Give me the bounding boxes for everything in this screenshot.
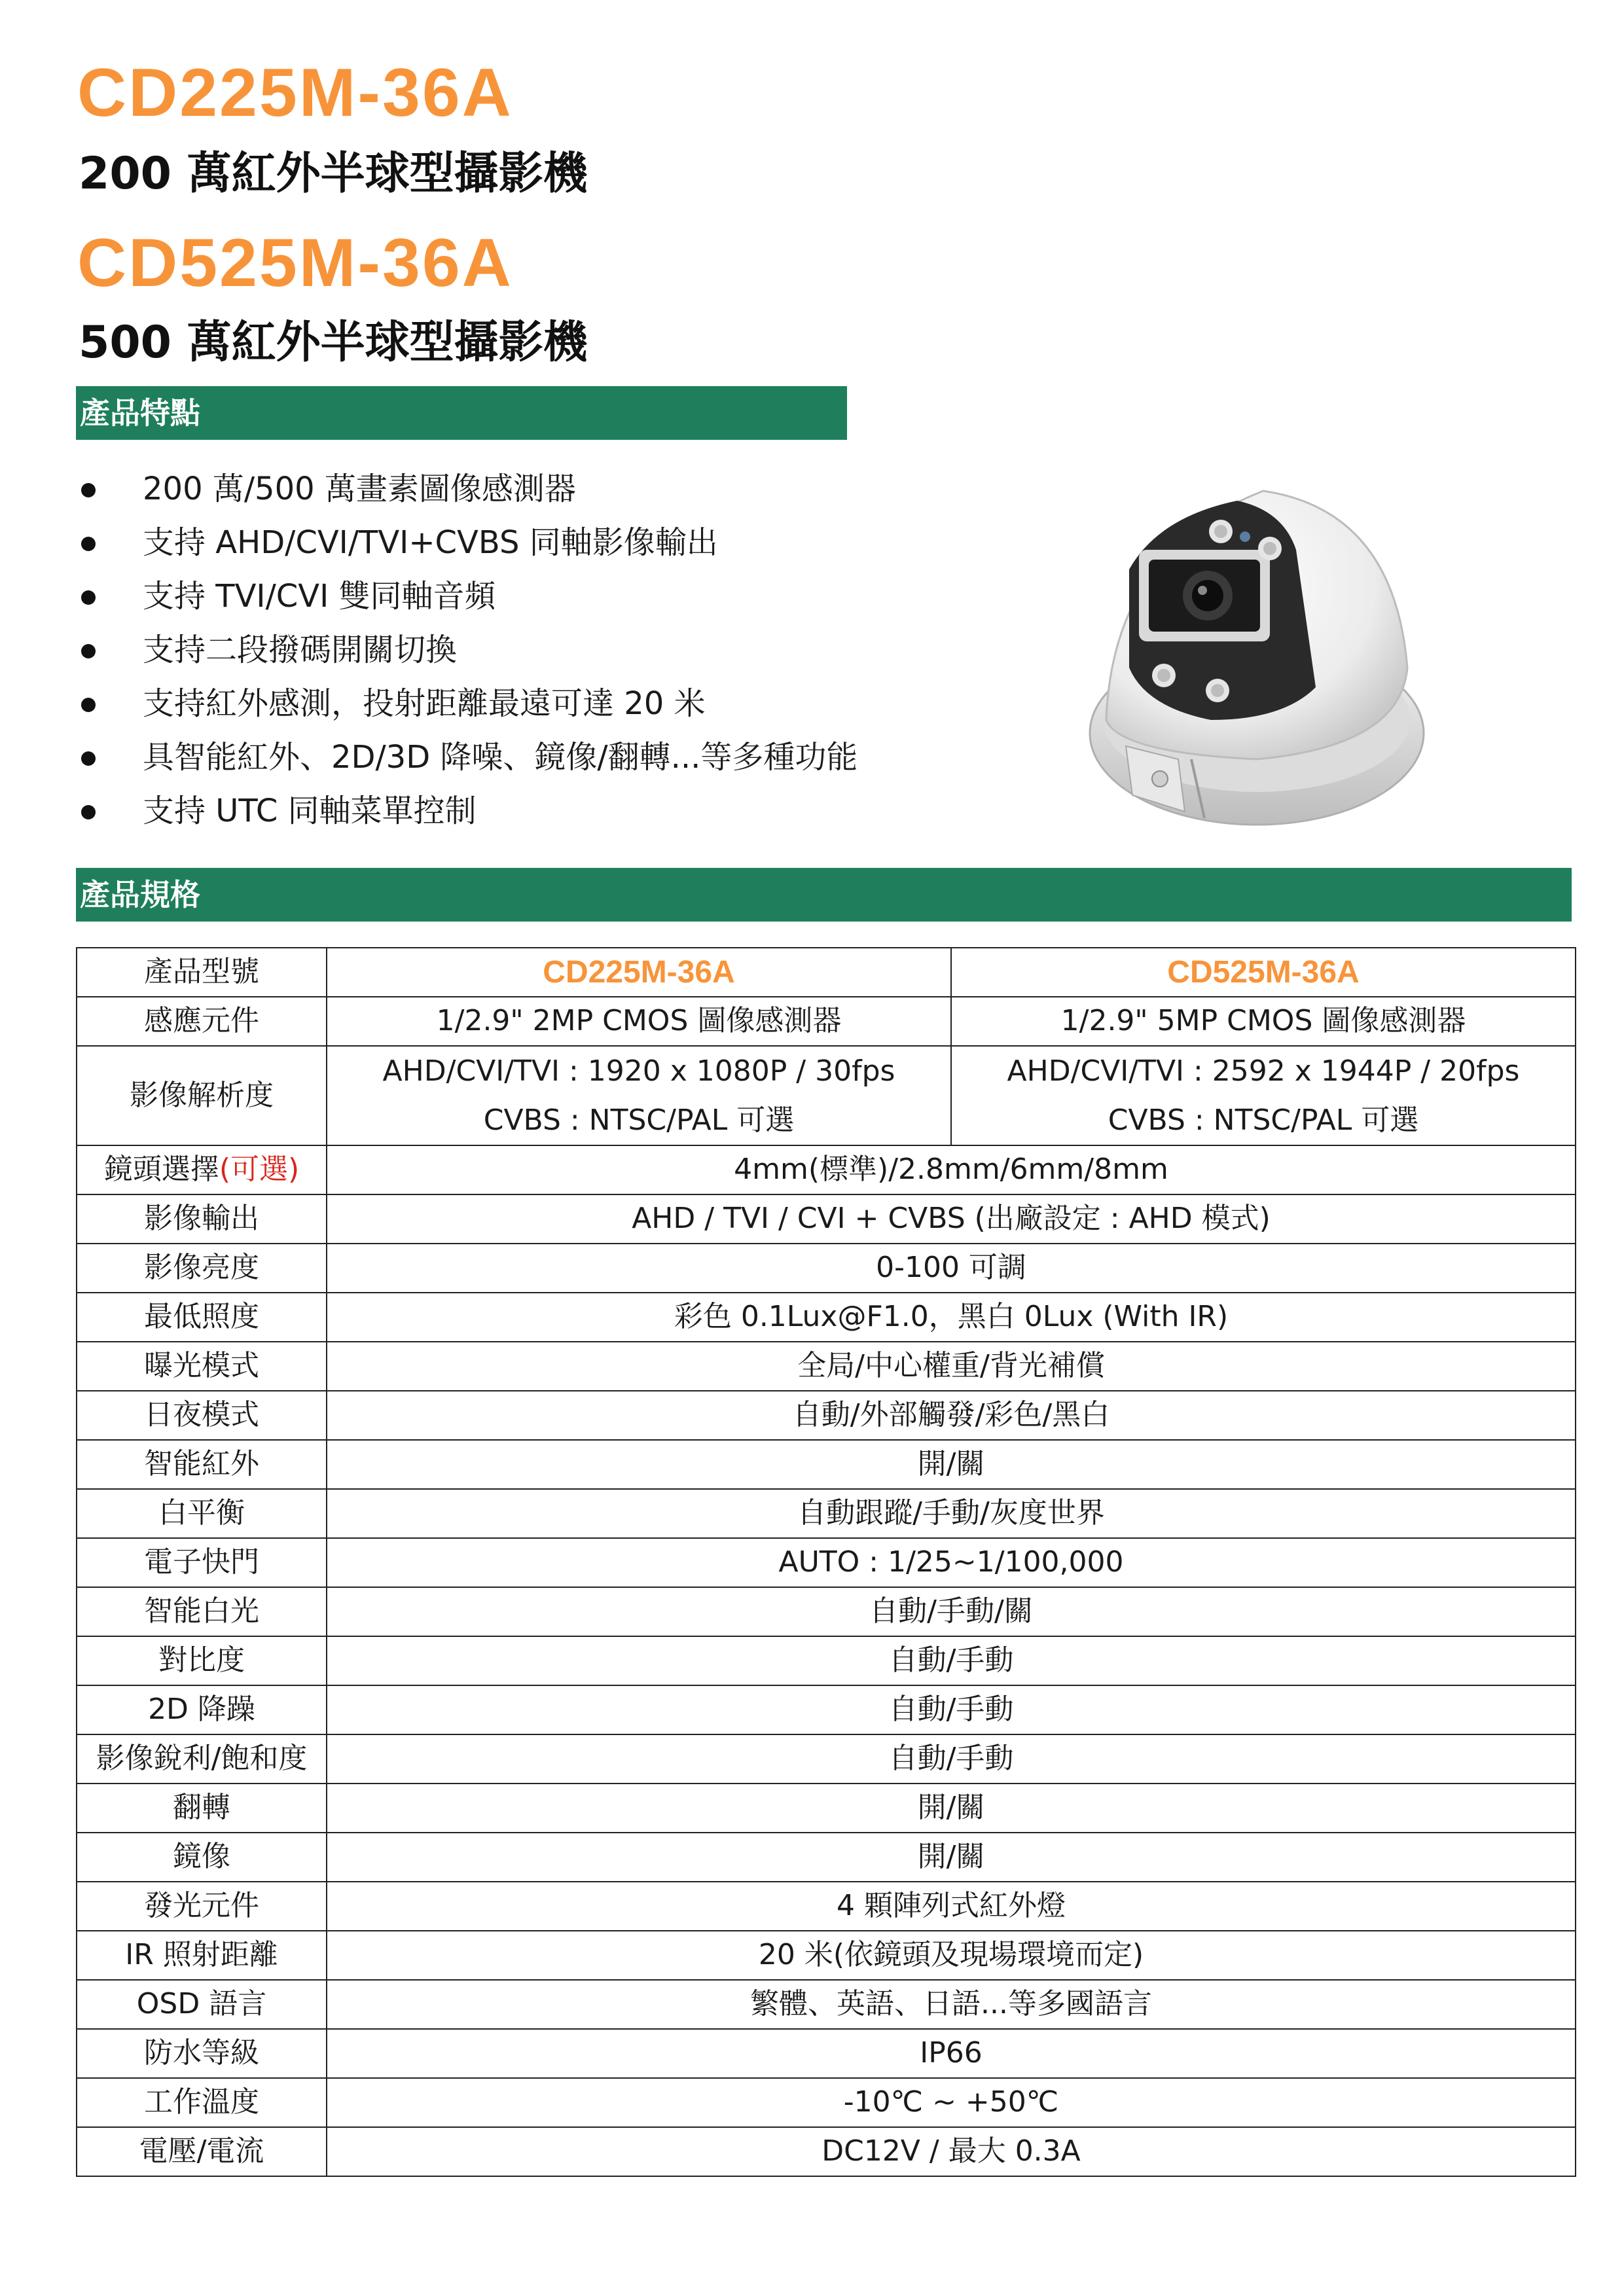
spec-value: 繁體、英語、日語...等多國語言 bbox=[327, 1980, 1576, 2029]
resolution-line: CVBS : NTSC/PAL 可選 bbox=[1108, 1103, 1419, 1137]
table-row bbox=[77, 1784, 1576, 1833]
spec-value: 彩色 0.1Lux@F1.0，黑白 0Lux (With IR) bbox=[327, 1293, 1576, 1342]
spec-header-model-1: CD225M-36A bbox=[327, 948, 951, 997]
dome-camera-image bbox=[1067, 471, 1434, 864]
product-subtitle-2: 500 萬紅外半球型攝影機 bbox=[79, 317, 588, 368]
spec-label: 日夜模式 bbox=[77, 1391, 327, 1440]
spec-value: 開/關 bbox=[327, 1833, 1576, 1882]
table-row bbox=[77, 1145, 1576, 1194]
spec-value: DC12V / 最大 0.3A bbox=[327, 2127, 1576, 2176]
spec-value bbox=[327, 1046, 951, 1145]
table-row bbox=[77, 1734, 1576, 1784]
spec-label: 影像亮度 bbox=[77, 1244, 327, 1293]
spec-label: 2D 降躁 bbox=[77, 1685, 327, 1734]
spec-label: 智能白光 bbox=[77, 1587, 327, 1636]
spec-label: 感應元件 bbox=[77, 997, 327, 1046]
spec-label: 電子快門 bbox=[77, 1538, 327, 1587]
table-row bbox=[77, 997, 1576, 1046]
table-row bbox=[77, 1685, 1576, 1734]
feature-item: 具智能紅外、2D/3D 降噪、鏡像/翻轉...等多種功能 bbox=[77, 730, 1033, 784]
resolution-line: CVBS : NTSC/PAL 可選 bbox=[483, 1103, 795, 1137]
spec-label: 白平衡 bbox=[77, 1489, 327, 1538]
spec-value: 0-100 可調 bbox=[327, 1244, 1576, 1293]
table-row bbox=[77, 1046, 1576, 1145]
spec-value: AHD / TVI / CVI + CVBS (出廠設定 : AHD 模式) bbox=[327, 1194, 1576, 1244]
spec-label: 最低照度 bbox=[77, 1293, 327, 1342]
spec-value: 自動/手動 bbox=[327, 1685, 1576, 1734]
spec-value: 自動/手動 bbox=[327, 1636, 1576, 1685]
spec-label-text: 鏡頭選擇 bbox=[103, 1153, 219, 1187]
table-row bbox=[77, 1833, 1576, 1882]
spec-label: 曝光模式 bbox=[77, 1342, 327, 1391]
spec-value: 20 米(依鏡頭及現場環境而定) bbox=[327, 1931, 1576, 1980]
table-row bbox=[77, 2127, 1576, 2176]
features-section-header: 產品特點 bbox=[76, 386, 847, 440]
optional-note: (可選) bbox=[219, 1153, 300, 1187]
spec-header-model-2: CD525M-36A bbox=[951, 948, 1576, 997]
feature-item: 支持紅外感測，投射距離最遠可達 20 米 bbox=[77, 677, 1033, 730]
spec-table bbox=[76, 947, 1576, 2177]
resolution-line: AHD/CVI/TVI : 1920 x 1080P / 30fps bbox=[382, 1054, 895, 1088]
table-row bbox=[77, 1980, 1576, 2029]
table-row bbox=[77, 1587, 1576, 1636]
spec-label: 智能紅外 bbox=[77, 1440, 327, 1489]
feature-list bbox=[77, 462, 1033, 838]
spec-label: 翻轉 bbox=[77, 1784, 327, 1833]
table-row bbox=[77, 1194, 1576, 1244]
spec-label bbox=[77, 1145, 327, 1194]
spec-value: -10℃ ~ +50℃ bbox=[327, 2078, 1576, 2127]
spec-value: 1/2.9" 5MP CMOS 圖像感測器 bbox=[951, 997, 1576, 1046]
table-row bbox=[77, 1244, 1576, 1293]
spec-value: 自動/外部觸發/彩色/黑白 bbox=[327, 1391, 1576, 1440]
spec-label: 影像解析度 bbox=[77, 1046, 327, 1145]
spec-value: 全局/中心權重/背光補償 bbox=[327, 1342, 1576, 1391]
feature-item: 支持 AHD/CVI/TVI+CVBS 同軸影像輸出 bbox=[77, 516, 1033, 569]
table-row bbox=[77, 1440, 1576, 1489]
spec-value: IP66 bbox=[327, 2029, 1576, 2078]
spec-label: 影像輸出 bbox=[77, 1194, 327, 1244]
spec-label: 發光元件 bbox=[77, 1882, 327, 1931]
spec-value: 開/關 bbox=[327, 1784, 1576, 1833]
product-subtitle-1: 200 萬紅外半球型攝影機 bbox=[79, 148, 588, 200]
spec-label: 鏡像 bbox=[77, 1833, 327, 1882]
spec-value: 自動/手動 bbox=[327, 1734, 1576, 1784]
spec-label: 對比度 bbox=[77, 1636, 327, 1685]
spec-value: 4 顆陣列式紅外燈 bbox=[327, 1882, 1576, 1931]
spec-value: AUTO : 1/25~1/100,000 bbox=[327, 1538, 1576, 1587]
table-row bbox=[77, 1538, 1576, 1587]
spec-label: 防水等級 bbox=[77, 2029, 327, 2078]
spec-value: 4mm(標準)/2.8mm/6mm/8mm bbox=[327, 1145, 1576, 1194]
feature-item: 支持 UTC 同軸菜單控制 bbox=[77, 784, 1033, 838]
spec-label: 電壓/電流 bbox=[77, 2127, 327, 2176]
spec-label: 工作溫度 bbox=[77, 2078, 327, 2127]
feature-item: 支持二段撥碼開關切換 bbox=[77, 623, 1033, 677]
table-row bbox=[77, 2029, 1576, 2078]
spec-value: 自動跟蹤/手動/灰度世界 bbox=[327, 1489, 1576, 1538]
table-row bbox=[77, 2078, 1576, 2127]
spec-label: OSD 語言 bbox=[77, 1980, 327, 2029]
table-row bbox=[77, 1931, 1576, 1980]
table-row bbox=[77, 1342, 1576, 1391]
feature-item: 支持 TVI/CVI 雙同軸音頻 bbox=[77, 569, 1033, 623]
feature-item: 200 萬/500 萬畫素圖像感測器 bbox=[77, 462, 1033, 516]
spec-value bbox=[951, 1046, 1576, 1145]
table-row bbox=[77, 1882, 1576, 1931]
table-row bbox=[77, 1636, 1576, 1685]
table-row bbox=[77, 1293, 1576, 1342]
spec-value: 自動/手動/關 bbox=[327, 1587, 1576, 1636]
spec-value: 1/2.9" 2MP CMOS 圖像感測器 bbox=[327, 997, 951, 1046]
table-row bbox=[77, 948, 1576, 997]
model-title-1: CD225M-36A bbox=[77, 55, 513, 131]
spec-value: 開/關 bbox=[327, 1440, 1576, 1489]
spec-label: 影像銳利/飽和度 bbox=[77, 1734, 327, 1784]
resolution-line: AHD/CVI/TVI : 2592 x 1944P / 20fps bbox=[1007, 1054, 1520, 1088]
spec-label: IR 照射距離 bbox=[77, 1931, 327, 1980]
table-row bbox=[77, 1391, 1576, 1440]
model-title-2: CD525M-36A bbox=[77, 225, 513, 301]
spec-label: 產品型號 bbox=[77, 948, 327, 997]
specs-section-header: 產品規格 bbox=[76, 868, 1572, 922]
table-row bbox=[77, 1489, 1576, 1538]
